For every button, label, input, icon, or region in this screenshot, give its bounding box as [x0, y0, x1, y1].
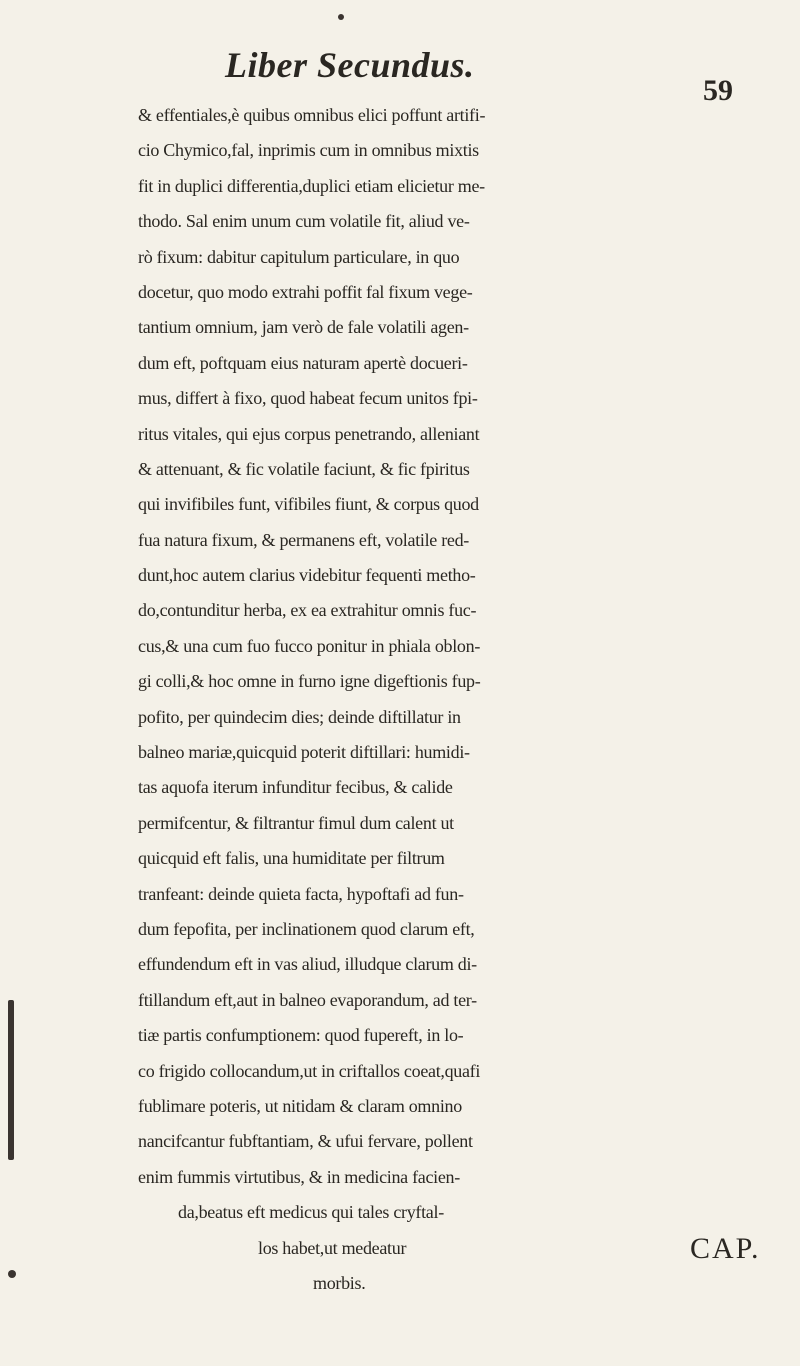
text-line: qui invifibiles funt, vifibiles fiunt, & corpus quod [138, 494, 479, 515]
text-line: fublimare poteris, ut nitidam & claram omnino [138, 1095, 462, 1116]
text-line: tas aquofa iterum infunditur fecibus, & calide [138, 777, 453, 798]
text-line: co frigido collocandum,ut in criftallos coeat,quafi [138, 1060, 481, 1081]
catchword: CAP. [690, 1232, 761, 1265]
text-line: effundendum eft in vas aliud, illudque clarum di- [138, 954, 477, 975]
running-head: Liber Secundus. [225, 45, 475, 85]
binding-shadow [8, 1000, 14, 1160]
ink-spot [8, 1270, 16, 1278]
text-line: & effentiales,è quibus omnibus elici poffunt artifi- [138, 105, 486, 125]
text-line: da,beatus eft medicus qui tales cryftal- [178, 1202, 444, 1223]
text-line: docetur, quo modo extrahi poffit fal fixum vege- [138, 281, 473, 302]
text-line: tiæ partis confumptionem: quod fupereft, in lo- [138, 1025, 464, 1046]
text-line: tantium omnium, jam verò de fale volatili agen- [138, 317, 469, 338]
text-line: nancifcantur fubftantiam, & ufui fervare, pollent [138, 1131, 473, 1152]
text-line: cus,& una cum fuo fucco ponitur in phiala oblon- [138, 635, 481, 656]
text-line: do,contunditur herba, ex ea extrahitur omnis fuc- [138, 600, 477, 621]
text-line: tranfeant: deinde quieta facta, hypoftafi ad fun- [138, 883, 464, 904]
text-line: dunt,hoc autem clarius videbitur fequenti metho- [138, 565, 476, 586]
text-line: dum fepofita, per inclinationem quod clarum eft, [138, 918, 475, 939]
page-header [0, 44, 800, 107]
text-line: balneo mariæ,quicquid poterit diftillari: humidi- [138, 742, 470, 763]
text-line: permifcentur, & filtrantur fimul dum calent ut [138, 812, 454, 833]
body-text [138, 98, 798, 1301]
text-line: thodo. Sal enim unum cum volatile fit, aliud ve- [138, 211, 470, 232]
text-line: gi colli,& hoc omne in furno igne digeftionis fup- [138, 671, 481, 692]
ink-spot [338, 14, 344, 20]
text-line: ritus vitales, qui ejus corpus penetrando, alleniant [138, 423, 480, 444]
text-line: dum eft, poftquam eius naturam apertè docueri- [138, 352, 468, 373]
text-line: enim fummis virtutibus, & in medicina facien- [138, 1166, 460, 1187]
page-number: 59 [703, 74, 733, 107]
text-line: fit in duplici differentia,duplici etiam elicietur me- [138, 175, 485, 196]
text-line: los habet,ut medeatur [258, 1237, 407, 1258]
text-line: ftillandum eft,aut in balneo evaporandum, ad ter- [138, 989, 477, 1010]
text-line: morbis. [313, 1272, 366, 1293]
text-line: pofito, per quindecim dies; deinde diftillatur in [138, 706, 461, 727]
text-line: & attenuant, & fic volatile faciunt, & fic fpiritus [138, 458, 470, 479]
text-line: mus, differt à fixo, quod habeat fecum unitos fpi- [138, 388, 478, 409]
text-line: cio Chymico,fal, inprimis cum in omnibus mixtis [138, 140, 479, 161]
text-line: quicquid eft falis, una humiditate per filtrum [138, 848, 445, 869]
text-line: rò fixum: dabitur capitulum particulare, in quo [138, 246, 460, 267]
text-line: fua natura fixum, & permanens eft, volatile red- [138, 529, 469, 550]
